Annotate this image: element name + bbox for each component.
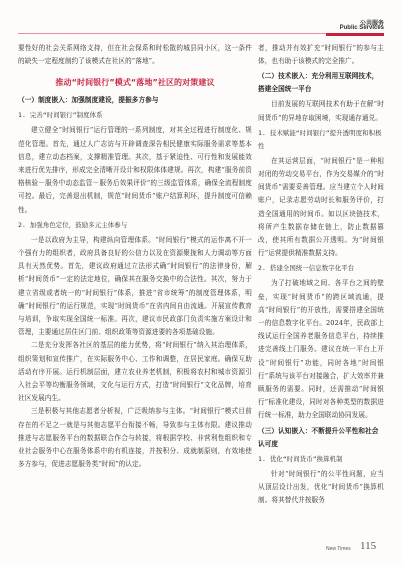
section-title: 推动“时间银行”模式“落地”社区的对策建议 bbox=[55, 78, 215, 88]
item-heading: 2. 加强角色定位，鼓励多元主体参与 bbox=[18, 220, 128, 229]
item-heading: 1. 优化“时间货币”换算机制 bbox=[258, 454, 343, 463]
footer-note: New Times bbox=[326, 546, 351, 552]
section-label-en: Public Services bbox=[339, 25, 384, 31]
body-paragraph: 三是积极与其他志愿者分析视，广泛吸纳参与主体。“时间银行”模式目前存在的不足之一就是与其他志愿平台衔接不畅，导致参与主体有限。建议推动推进与志愿服务平台的数据联合作合与转接，将根据学校、非营利性组织和专业社会服务中心在服务体系中的有机连接，并按积分、成就制原则，有效地使多方参与，促进志愿服务类“时间”的认定。 bbox=[18, 407, 252, 469]
body-paragraph: 者，推动并有效扩充“时间银行”的参与主体，也有助于该模式的完全推广。 bbox=[258, 44, 384, 66]
body-paragraph: 在其运营层面，“时间银行”是一种相对闭的劳动交易平台，作为交易媒介的“时间货币”需要妥善管理。应当建立个人时间账户，记录志愿劳动时长和服务评价，打造全国通用的时间币。如以区块链技术，将所产生数据存储在链上，防止数据篡改，使其所有数据公开透明。为“时间银行”运营提供精准数据支持。 bbox=[258, 156, 384, 258]
body-paragraph: 为了打破地域之间、各平台之间的壁垒，实现“时间货币”的跨区域流通，提高“时间银行”的开放性，需要搭建全国统一的信息数字化平台。2024年，民政部上线试运行全国养老服务信息平台，持续推进完善线上门服务。建议在统一平台上开设“时间银行”功能，同时各地“时间银行”系统与该平台对接融合，扩大效率并兼顾服务的需要。同时，还需推动“时间银行”标准化建设，同时对各种类型的数据进行统一标准，助力全国联动协同发展。 bbox=[258, 279, 384, 420]
item-heading: 1. 技术赋能“时间银行”提升透明度和积极性 bbox=[258, 128, 382, 150]
item-heading: 2. 搭建全国统一信息数字化平台 bbox=[258, 264, 355, 273]
subsection-heading-2: （二）技术嵌入：充分利用互联网技术，搭建全国统一平台 bbox=[258, 72, 379, 94]
section-label-cn: 公共服务 bbox=[359, 20, 384, 27]
right-column bbox=[258, 42, 384, 507]
intro-paragraph: 要性好的社会关系网络支持，但在社会保系和时松散的城县同小区，这一条件的缺失一定程度制约了该模式在社区的“落地”。 bbox=[18, 44, 252, 66]
page-number: 115 bbox=[360, 540, 377, 552]
body-paragraph: 二是充分发挥各社区的基层的能力优势，将“时间银行”纳入其治理体系，组织策划和宣传推广，在实际服务中心、工作和调整，在居民家庭。确保互助活动有序开展。运行机制层面，建立农业养老机制，积极将农村和城市资源引入社会平等均衡服务领域，文化与运行方式，打造“时间银行”文化品牌，培育社区发展内生。 bbox=[18, 341, 252, 403]
body-paragraph: 针对“时间银行”的公平性问题，应当从顶层设计出发，优化“时间货币”换算机制。将其替代并按服务 bbox=[258, 469, 384, 505]
left-column bbox=[18, 42, 252, 471]
body-paragraph: 建立健全“时间银行”运行管理的一系列制度，对其全过程进行制度化、规范化管理。首先，通过人广志访与开辟调查深告相民健康实际服务需求等基本信息，建立动态档案，支撑精准管理。其次，基于紧迫性、可行性和发展能效来进行优先排序，形成完全清晰开设计和权限体体建规。再次，构建“服务前资格核验－服务中动态监管－服务后效果评价”的三级监管体系，确保全流程制度可控。最后，完善退出机制，规范“时间货币”账户结算利环，提升制度可信赖性。 bbox=[18, 126, 252, 214]
subsection-heading-3: （三）认知嵌入：不断提升公平性和社会认可度 bbox=[258, 426, 379, 448]
body-paragraph: 一是以政府为主导，构建纵向管理体系。“时间银行”模式的运作离不开一个强有力的组织者，政府具备良好的公信力以及在资源聚拢和人力调动等方面具有天然优势。首先，建议政府通过立法形式确“时间银行”的法律身份，解析“时间货币”一定的法定地位，确保其在服务交换中的合法性。其次，努力于建立省级或者统一的“时间银行”体系，推进“省市统筹”的制度管理体系，明确“时间银行”的运行规范，实现“时间货币”在省内间自由流通。开展宣传教育与培训，争取实现全国统一标准。再次，建议市民政部门负责实施方案设计和管理，主要通过居住区门前、组织政策等资源进要的各项基础设施。 bbox=[18, 235, 252, 337]
body-paragraph: 目前发展的互联网技术有助于在解“时间货币”的异地存取困境，实现通存通兑。 bbox=[258, 100, 384, 122]
item-heading: 1. 完善“时间银行”制度体系 bbox=[18, 111, 103, 120]
subsection-heading-1: （一）制度嵌入：加强制度建设，提振多方参与 bbox=[18, 96, 159, 105]
header-accent-bar bbox=[326, 33, 384, 36]
